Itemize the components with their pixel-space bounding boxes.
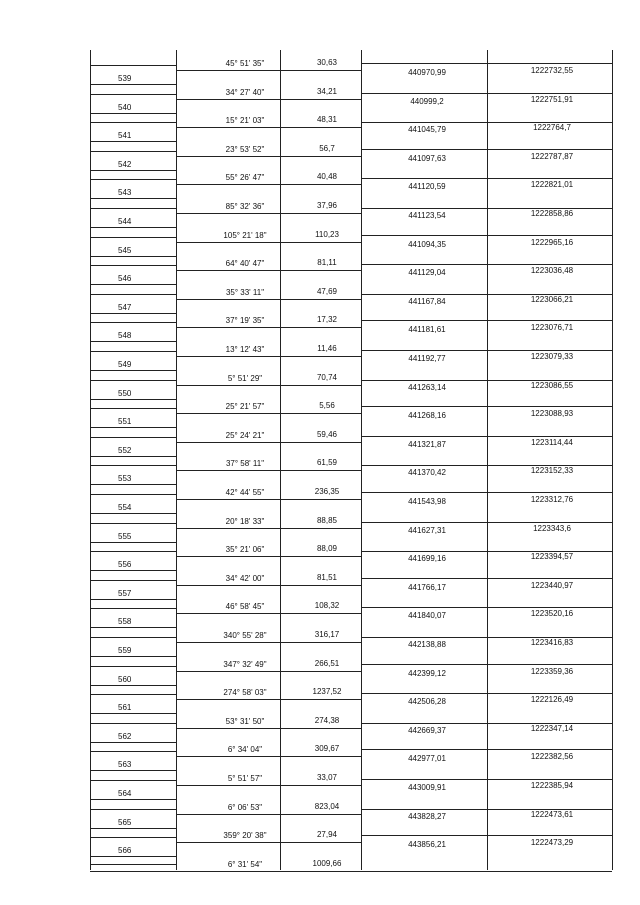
bearing-angle: 105° 21' 18" — [223, 230, 267, 240]
x-coordinate: 440999,2 — [410, 96, 444, 106]
table-row-rule — [90, 399, 176, 400]
bearing-angle: 6° 06' 53" — [227, 802, 263, 812]
table-row-rule — [90, 627, 176, 628]
bearing-angle: 25° 24' 21" — [225, 430, 265, 440]
x-coordinate: 441094,35 — [408, 239, 446, 249]
y-coordinate: 1223359,36 — [530, 666, 574, 676]
segment-distance: 309,67 — [314, 744, 340, 754]
segment-distance: 81,11 — [317, 258, 337, 268]
table-row-rule — [90, 141, 176, 142]
bearing-angle: 55° 26' 47" — [225, 173, 265, 183]
table-row-rule — [361, 149, 612, 150]
y-coordinate: 1223520,16 — [530, 609, 574, 619]
table-row-rule — [90, 599, 176, 600]
bearing-angle: 35° 21' 06" — [225, 545, 265, 555]
x-coordinate: 441321,87 — [408, 439, 446, 449]
point-number: 566 — [118, 846, 132, 856]
table-row-rule — [90, 780, 176, 781]
point-number: 559 — [118, 646, 132, 655]
bearing-angle: 23° 53' 52" — [225, 144, 265, 154]
table-row-rule — [90, 637, 176, 638]
table-row-rule — [361, 122, 612, 123]
table-row-rule — [361, 749, 612, 750]
table-row-rule — [90, 656, 176, 657]
table-row-rule — [90, 685, 176, 686]
table-row-rule — [176, 270, 361, 271]
table-row-rule — [90, 284, 176, 285]
table-row-rule — [90, 294, 176, 295]
y-coordinate: 1223394,57 — [530, 552, 574, 562]
bearing-angle: 34° 27' 40" — [225, 87, 265, 97]
x-coordinate: 443828,27 — [408, 811, 446, 821]
table-row-rule — [361, 551, 612, 552]
table-row-rule — [90, 513, 176, 514]
table-row-rule — [90, 370, 176, 371]
table-row-rule — [361, 264, 612, 265]
table-row-rule — [176, 156, 361, 157]
table-row-rule — [176, 299, 361, 300]
x-coordinate: 441123,54 — [408, 211, 446, 220]
table-row-rule — [90, 608, 176, 609]
segment-distance: 88,09 — [316, 544, 338, 554]
table-row-rule — [90, 380, 176, 381]
table-row-rule — [176, 213, 361, 214]
table-row-rule — [90, 837, 176, 838]
segment-distance: 33,07 — [316, 773, 338, 782]
segment-distance: 61,59 — [316, 458, 338, 468]
table-row-rule — [90, 456, 176, 457]
x-coordinate: 441263,14 — [408, 382, 446, 392]
table-row-rule — [90, 666, 176, 667]
point-number: 557 — [118, 588, 132, 598]
table-row-rule — [361, 693, 612, 694]
table-row-rule — [176, 528, 361, 529]
x-coordinate: 441167,84 — [408, 296, 446, 306]
point-number: 540 — [118, 102, 132, 112]
x-coordinate: 441097,63 — [408, 153, 446, 163]
table-row-rule — [90, 542, 176, 543]
point-number: 541 — [118, 131, 132, 141]
segment-distance: 823,04 — [314, 801, 340, 811]
bearing-angle: 37° 19' 35" — [225, 316, 265, 326]
table-row-rule — [90, 856, 176, 857]
table-row-rule — [90, 208, 176, 209]
y-coordinate: 1223114,44 — [531, 437, 573, 447]
table-row-rule — [361, 492, 612, 493]
table-row-rule — [176, 585, 361, 586]
y-coordinate: 1222764,7 — [533, 123, 571, 133]
table-row-rule — [361, 779, 612, 780]
x-coordinate: 441840,07 — [408, 611, 446, 621]
x-coordinate: 441045,79 — [408, 125, 446, 135]
table-row-rule — [176, 385, 361, 386]
table-row-rule — [361, 522, 612, 523]
table-row-rule — [361, 723, 612, 724]
table-row-rule — [361, 607, 612, 608]
segment-distance: 30,63 — [316, 58, 338, 67]
table-row-rule — [90, 151, 176, 152]
point-number: 561 — [118, 703, 132, 713]
table-column-rule — [487, 50, 488, 870]
bearing-angle: 42° 44' 55" — [225, 488, 265, 497]
x-coordinate: 443009,91 — [408, 783, 446, 792]
table-row-rule — [90, 313, 176, 314]
segment-distance: 108,32 — [314, 601, 340, 611]
bearing-angle: 64° 40' 47" — [225, 259, 265, 269]
bearing-angle: 85° 32' 36" — [225, 202, 265, 211]
bearing-angle: 34° 42' 00" — [225, 573, 265, 583]
table-row-rule — [90, 484, 176, 485]
segment-distance: 266,51 — [314, 658, 340, 668]
table-row-rule — [176, 642, 361, 643]
x-coordinate: 441699,16 — [408, 554, 446, 564]
table-row-rule — [176, 470, 361, 471]
bearing-angle: 274° 58' 03" — [223, 688, 267, 698]
point-number: 546 — [118, 274, 132, 284]
bearing-angle: 6° 34' 04" — [227, 745, 263, 755]
table-row-rule — [90, 494, 176, 495]
y-coordinate: 1222821,01 — [530, 180, 574, 190]
x-coordinate: 441181,61 — [408, 325, 446, 335]
y-coordinate: 1223086,55 — [530, 380, 574, 390]
x-coordinate: 442977,01 — [408, 754, 446, 764]
x-coordinate: 442669,37 — [408, 725, 446, 735]
table-row-rule — [90, 265, 176, 266]
point-number: 549 — [118, 360, 132, 369]
table-row-rule — [176, 699, 361, 700]
table-row-rule — [176, 842, 361, 843]
bearing-angle: 13° 12' 43" — [225, 345, 265, 354]
bearing-angle: 20° 18' 33" — [225, 516, 265, 526]
table-row-rule — [361, 93, 612, 94]
table-row-rule — [361, 835, 612, 836]
x-coordinate: 442138,88 — [408, 640, 446, 649]
point-number: 556 — [118, 560, 132, 570]
bearing-angle: 6° 31' 54" — [227, 859, 263, 869]
table-row-rule — [90, 122, 176, 123]
x-coordinate: 441627,31 — [408, 525, 446, 535]
bearing-angle: 347° 32' 49" — [223, 659, 267, 669]
y-coordinate: 1222858,86 — [530, 209, 574, 218]
table-row-rule — [361, 208, 612, 209]
bearing-angle: 340° 55' 28" — [223, 631, 267, 640]
table-row-rule — [361, 578, 612, 579]
table-row-rule — [176, 242, 361, 243]
bearing-angle: 5° 51' 29" — [227, 373, 263, 383]
table-row-rule — [90, 465, 176, 466]
point-number: 543 — [118, 188, 132, 198]
table-row-rule — [361, 294, 612, 295]
x-coordinate: 441268,16 — [408, 411, 446, 421]
table-row-rule — [176, 413, 361, 414]
bearing-angle: 15° 21' 03" — [225, 116, 265, 126]
table-row-rule — [176, 613, 361, 614]
table-row-rule — [90, 198, 176, 199]
table-row-rule — [90, 770, 176, 771]
table-row-rule — [176, 184, 361, 185]
table-row-rule — [90, 551, 176, 552]
y-coordinate: 1222473,61 — [530, 809, 574, 819]
table-row-rule — [176, 556, 361, 557]
y-coordinate: 1222965,16 — [530, 237, 574, 247]
table-row-rule — [90, 742, 176, 743]
segment-distance: 236,35 — [314, 487, 340, 496]
table-row-rule — [361, 465, 612, 466]
y-coordinate: 1222473,29 — [530, 838, 574, 848]
table-row-rule — [176, 442, 361, 443]
y-coordinate: 1222385,94 — [530, 781, 574, 790]
table-row-rule — [176, 356, 361, 357]
table-row-rule — [90, 751, 176, 752]
x-coordinate: 441120,59 — [408, 182, 446, 192]
bearing-angle: 46° 58' 45" — [225, 602, 265, 612]
segment-distance: 48,31 — [316, 115, 338, 125]
table-row-rule — [90, 170, 176, 171]
point-number: 555 — [118, 531, 132, 541]
table-row-rule — [361, 664, 612, 665]
point-number: 544 — [118, 217, 132, 226]
table-row-rule — [361, 178, 612, 179]
y-coordinate: 1222751,91 — [530, 94, 574, 104]
table-row-rule — [90, 713, 176, 714]
segment-distance: 1237,52 — [312, 687, 342, 697]
table-row-rule — [361, 380, 612, 381]
x-coordinate: 443856,21 — [408, 840, 446, 850]
y-coordinate: 1223343,6 — [533, 523, 571, 533]
table-row-rule — [90, 871, 612, 872]
table-row-rule — [90, 237, 176, 238]
bearing-angle: 45° 51' 35" — [225, 59, 265, 68]
segment-distance: 5,56 — [319, 401, 335, 411]
point-number: 550 — [118, 388, 132, 398]
point-number: 564 — [118, 789, 132, 798]
point-number: 565 — [118, 817, 132, 827]
segment-distance: 17,32 — [316, 315, 338, 325]
y-coordinate: 1223416,83 — [530, 638, 574, 647]
segment-distance: 70,74 — [316, 372, 338, 382]
y-coordinate: 1222382,56 — [530, 752, 574, 762]
y-coordinate: 1223036,48 — [530, 266, 574, 276]
point-number: 553 — [118, 474, 132, 484]
point-number: 548 — [118, 331, 132, 341]
bearing-angle: 25° 21' 57" — [225, 402, 265, 412]
y-coordinate: 1223312,76 — [530, 495, 574, 504]
table-row-rule — [176, 756, 361, 757]
table-row-rule — [90, 437, 176, 438]
y-coordinate: 1222732,55 — [530, 66, 574, 75]
segment-distance: 81,51 — [316, 572, 338, 582]
table-row-rule — [361, 320, 612, 321]
x-coordinate: 441370,42 — [408, 468, 446, 478]
y-coordinate: 1223152,33 — [530, 466, 574, 476]
table-column-rule — [176, 50, 177, 870]
bearing-angle: 37° 58' 11" — [225, 459, 265, 469]
segment-distance: 40,48 — [316, 172, 338, 182]
y-coordinate: 1223088,93 — [530, 409, 574, 419]
segment-distance: 1009,66 — [312, 858, 342, 868]
table-row-rule — [90, 65, 176, 66]
x-coordinate: 441192,77 — [408, 354, 446, 363]
segment-distance: 56,7 — [319, 143, 335, 153]
table-row-rule — [361, 406, 612, 407]
table-row-rule — [90, 570, 176, 571]
table-row-rule — [176, 127, 361, 128]
table-row-rule — [176, 327, 361, 328]
x-coordinate: 442399,12 — [408, 668, 446, 678]
x-coordinate: 441766,17 — [408, 582, 446, 592]
point-number: 551 — [118, 417, 132, 427]
table-column-rule — [90, 50, 91, 870]
point-number: 563 — [118, 760, 132, 770]
x-coordinate: 442506,28 — [408, 697, 446, 707]
table-row-rule — [90, 828, 176, 829]
table-row-rule — [361, 436, 612, 437]
table-row-rule — [90, 809, 176, 810]
point-number: 545 — [118, 245, 132, 255]
table-row-rule — [90, 694, 176, 695]
bearing-angle: 35° 33' 11" — [225, 287, 265, 297]
table-row-rule — [90, 113, 176, 114]
segment-distance: 47,69 — [316, 286, 338, 296]
table-row-rule — [90, 523, 176, 524]
table-row-rule — [90, 799, 176, 800]
point-number: 562 — [118, 731, 132, 741]
y-coordinate: 1222126,49 — [530, 695, 574, 705]
table-row-rule — [90, 256, 176, 257]
table-row-rule — [361, 637, 612, 638]
table-row-rule — [176, 499, 361, 500]
y-coordinate: 1223066,21 — [530, 294, 574, 304]
y-coordinate: 1223440,97 — [530, 580, 574, 590]
segment-distance: 316,17 — [314, 630, 340, 639]
segment-distance: 110,23 — [315, 229, 339, 239]
segment-distance: 37,96 — [316, 201, 338, 210]
table-row-rule — [361, 235, 612, 236]
segment-distance: 274,38 — [314, 715, 340, 725]
table-row-rule — [361, 809, 612, 810]
point-number: 547 — [118, 302, 132, 312]
segment-distance: 88,85 — [316, 515, 338, 525]
point-number: 554 — [118, 503, 132, 512]
bearing-angle: 359° 20' 38" — [223, 831, 267, 841]
table-row-rule — [361, 350, 612, 351]
table-row-rule — [90, 322, 176, 323]
table-row-rule — [90, 723, 176, 724]
y-coordinate: 1222787,87 — [530, 151, 574, 161]
table-row-rule — [90, 427, 176, 428]
segment-distance: 34,21 — [316, 86, 338, 96]
table-row-rule — [361, 63, 612, 64]
x-coordinate: 441129,04 — [408, 268, 446, 278]
table-row-rule — [176, 99, 361, 100]
y-coordinate: 1222347,14 — [530, 723, 574, 733]
table-row-rule — [90, 408, 176, 409]
table-row-rule — [176, 785, 361, 786]
x-coordinate: 440970,99 — [408, 68, 446, 77]
segment-distance: 11,46 — [317, 344, 337, 353]
table-row-rule — [90, 94, 176, 95]
point-number: 539 — [118, 74, 132, 83]
table-row-rule — [90, 351, 176, 352]
segment-distance: 27,94 — [316, 830, 338, 840]
x-coordinate: 441543,98 — [408, 497, 446, 506]
y-coordinate: 1223079,33 — [530, 352, 574, 361]
point-number: 560 — [118, 674, 132, 684]
point-number: 552 — [118, 445, 132, 455]
bearing-angle: 53° 31' 50" — [225, 716, 265, 726]
table-row-rule — [90, 84, 176, 85]
table-row-rule — [176, 671, 361, 672]
table-row-rule — [90, 341, 176, 342]
table-row-rule — [90, 580, 176, 581]
table-row-rule — [176, 70, 361, 71]
point-number: 542 — [118, 159, 132, 169]
table-row-rule — [176, 728, 361, 729]
point-number: 558 — [118, 617, 132, 627]
y-coordinate: 1223076,71 — [530, 323, 574, 333]
segment-distance: 59,46 — [316, 429, 338, 439]
table-row-rule — [176, 814, 361, 815]
bearing-angle: 5° 51' 57" — [227, 774, 263, 783]
table-column-rule — [612, 50, 613, 870]
table-row-rule — [90, 864, 176, 865]
table-row-rule — [90, 227, 176, 228]
table-row-rule — [90, 179, 176, 180]
